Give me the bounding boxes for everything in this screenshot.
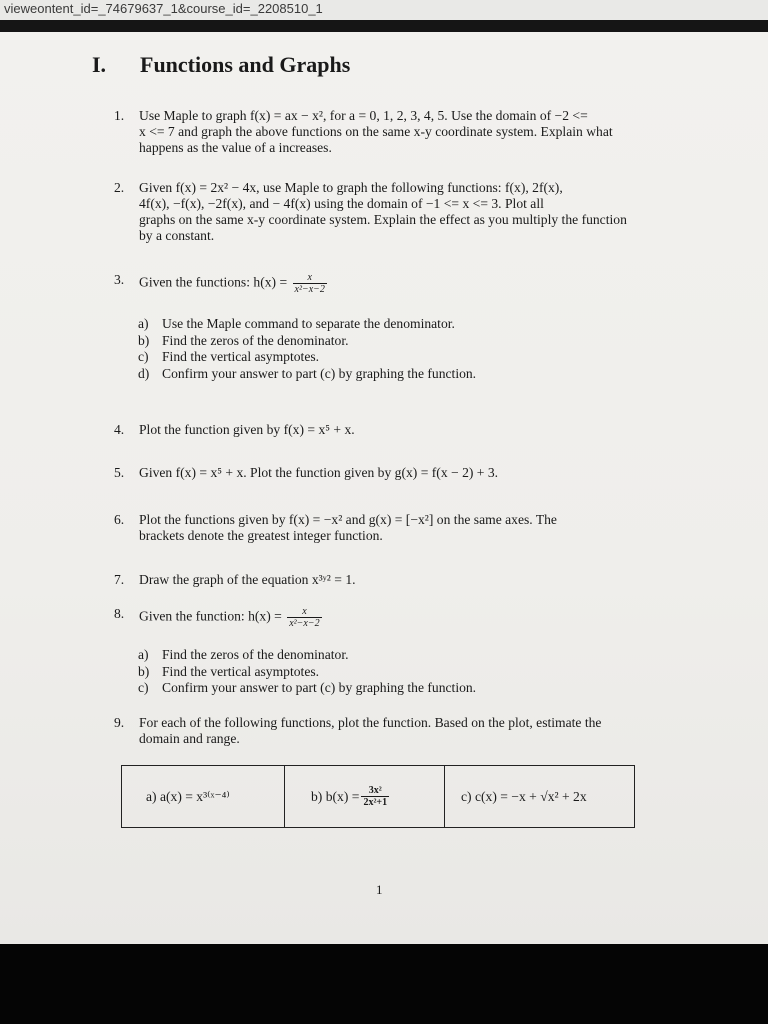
sub-item [138,366,698,383]
question-line: 4f(x), −f(x), −2f(x), and − 4f(x) using the domain of −1 <= x <= 3. Plot all [139,196,544,211]
section-number: I. [92,52,107,77]
question-number: 6. [114,512,125,527]
sub-item-label: c) [138,349,149,364]
fraction [287,606,321,629]
fraction-numerator: x [293,272,327,284]
question-text: Plot the function given by f(x) = x⁵ + x. [139,422,355,437]
sub-item-text: Use the Maple command to separate the denominator. [162,316,455,331]
question-line: Use Maple to graph f(x) = ax − x², for a = 0, 1, 2, 3, 4, 5. Use the domain of −2 <= [139,108,588,123]
screen-bezel-bottom [0,944,768,1024]
question-number: 3. [114,272,125,287]
url-bar: vieweontent_id=_7467963​7_1&course_id=_2208510_1 [0,0,768,20]
question-number: 8. [114,606,125,621]
question-8-parts [138,647,698,697]
question-line: Plot the functions given by f(x) = −x² and g(x) = [−x²] on the same axes. The [139,512,557,527]
page-number: 1 [376,882,383,897]
fraction-numerator: x [287,606,321,618]
question-line: domain and range. [139,731,240,746]
sub-item-label: b) [138,663,150,679]
question-1 [114,108,704,156]
question-6 [114,512,704,544]
sub-item [138,664,698,681]
question-8 [114,606,704,629]
question-text: Given f(x) = x⁵ + x. Plot the function given by g(x) = f(x − 2) + 3. [139,465,499,480]
fraction-denominator: x²−x−2 [294,284,325,295]
question-number: 4. [114,422,125,437]
document-page [0,32,768,944]
function-a: a) a(x) = x³⁽ˣ⁻⁴⁾ [146,788,230,804]
question-2 [114,180,704,244]
sub-item-text: Find the vertical asymptotes. [162,349,320,364]
sub-item [138,333,698,350]
sub-item [138,680,698,697]
question-number: 5. [114,465,125,480]
question-number: 2. [114,180,125,195]
question-line: x <= 7 and graph the above functions on the same x-y coordinate system. Explain what [139,124,613,139]
table-cell-c [445,766,634,827]
question-line: happens as the value of a increases. [139,140,332,155]
question-text: Draw the graph of the equation x³ʸ² = 1. [139,572,356,587]
functions-table [121,765,635,828]
question-line: For each of the following functions, plot the function. Based on the plot, estimate the [139,715,602,730]
sub-item-text: Find the zeros of the denominator. [162,647,349,662]
question-line: brackets denote the greatest integer function. [139,528,383,543]
sub-item-text: Find the vertical asymptotes. [162,663,320,679]
sub-item-text: Confirm your answer to part (c) by graphing the function. [162,365,477,381]
fraction-denominator: 2x²+1 [363,797,388,808]
function-b-prefix: b) b(x) = [311,788,360,804]
question-number: 1. [114,108,125,123]
sub-item-label: a) [138,316,149,331]
table-cell-a [122,766,285,827]
section-title: Functions and Graphs [140,52,351,77]
sub-item-label: c) [138,680,149,695]
sub-item-label: b) [138,332,150,348]
question-5 [114,465,704,481]
question-9 [114,715,704,747]
question-number: 7. [114,572,125,587]
fraction [361,785,389,808]
question-text: Given the function: h(x) = [139,608,282,624]
question-7 [114,572,704,588]
sub-item-text: Find the zeros of the denominator. [162,332,349,348]
fraction-denominator: x²−x−2 [289,618,320,629]
sub-item [138,647,698,664]
question-line: graphs on the same x-y coordinate system. Explain the effect as you multiply the function [139,212,627,227]
table-cell-b [285,766,445,827]
question-line: Given f(x) = 2x² − 4x, use Maple to graph the following functions: f(x), 2f(x), [139,180,563,195]
sub-item [138,349,698,366]
sub-item-label: d) [138,365,150,381]
section-heading [92,52,350,78]
question-text: Given the functions: h(x) = [139,274,288,290]
question-4 [114,422,704,438]
function-c: c) c(x) = −x + √x² + 2x [461,788,587,804]
sub-item [138,316,698,333]
sub-item-label: a) [138,647,149,662]
sub-item-text: Confirm your answer to part (c) by graphing the function. [162,680,477,695]
question-number: 9. [114,715,125,730]
fraction [293,272,327,295]
screen-bezel-top [0,20,768,32]
question-3-parts [138,316,698,382]
question-3 [114,272,704,295]
question-line: by a constant. [139,228,215,243]
fraction-numerator: 3x² [361,785,389,797]
